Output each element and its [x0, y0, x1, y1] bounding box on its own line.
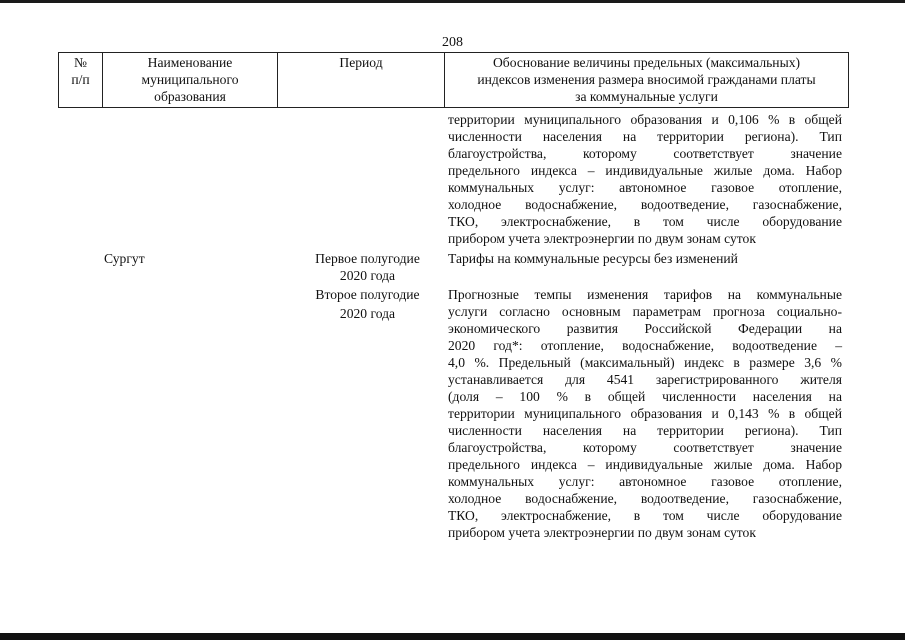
header-period-label: Период — [339, 55, 383, 70]
header-justification-line: за коммунальные услуги — [575, 89, 718, 104]
second-period-paragraph — [448, 286, 842, 541]
paragraph-line: предельного индекса – индивидуальные жилые дома. Набор — [448, 163, 842, 178]
header-number-cell — [59, 53, 102, 107]
bottom-border — [0, 633, 905, 640]
header-number-line: № — [74, 55, 87, 70]
first-period-line: 2020 года — [339, 268, 396, 283]
second-period-line: 2020 года — [339, 306, 396, 321]
paragraph-line: численности населения на территории региона). Тип — [448, 129, 842, 144]
first-period-line: Первое полугодие — [315, 251, 420, 266]
paragraph-line: благоустройства, которому соответствует значение — [448, 440, 842, 455]
municipality-name: Сургут — [104, 251, 145, 266]
header-municipality-line: муниципального — [141, 72, 239, 87]
paragraph-line: холодное водоснабжение, водоотведение, газоснабжение, — [448, 491, 842, 506]
top-border — [0, 0, 905, 3]
header-municipality-line: Наименование — [147, 55, 233, 70]
paragraph-line: прибором учета электроэнергии по двум зонам суток — [448, 231, 756, 246]
header-justification-line: индексов изменения размера вносимой гражданами платы — [477, 72, 816, 87]
paragraph-line: Прогнозные темпы изменения тарифов на коммунальные — [448, 287, 842, 302]
paragraph-line: 2020 год*: отопление, водоснабжение, водоотведение – — [448, 338, 842, 353]
header-justification-line: Обоснование величины предельных (максимальных) — [492, 55, 801, 70]
paragraph-line: коммунальных услуг: автономное газовое отопление, — [448, 474, 842, 489]
second-period — [285, 285, 450, 323]
paragraph-line: устанавливается для 4541 зарегистрированного жителя — [448, 372, 842, 387]
paragraph-line: территории муниципального образования и 0,106 % в общей — [448, 112, 842, 127]
paragraph-line: услуги согласно основным параметрам прогноза социально- — [448, 304, 842, 319]
first-period-text: Тарифы на коммунальные ресурсы без изменений — [448, 251, 738, 266]
paragraph-line: территории муниципального образования и 0,143 % в общей — [448, 406, 842, 421]
paragraph-line: численности населения на территории региона). Тип — [448, 423, 842, 438]
table-header — [58, 52, 849, 108]
paragraph-line: благоустройства, которому соответствует значение — [448, 146, 842, 161]
header-period-cell — [277, 53, 444, 107]
continuation-paragraph — [448, 111, 842, 247]
header-number-line: п/п — [71, 72, 90, 87]
paragraph-line: прибором учета электроэнергии по двум зонам суток — [448, 525, 756, 540]
paragraph-line: ТКО, электроснабжение, в том числе оборудование — [448, 508, 842, 523]
header-justification-cell — [444, 53, 848, 107]
paragraph-line: холодное водоснабжение, водоотведение, газоснабжение, — [448, 197, 842, 212]
header-municipality-cell — [102, 53, 277, 107]
paragraph-line: предельного индекса – индивидуальные жилые дома. Набор — [448, 457, 842, 472]
paragraph-line: (доля – 100 % в общей численности населения на — [448, 389, 842, 404]
paragraph-line: коммунальных услуг: автономное газовое отопление, — [448, 180, 842, 195]
first-period — [285, 250, 450, 284]
second-period-line: Второе полугодие — [315, 287, 420, 302]
paragraph-line: экономического развития Российской Федерации на — [448, 321, 842, 336]
header-municipality-line: образования — [154, 89, 226, 104]
paragraph-line: ТКО, электроснабжение, в том числе оборудование — [448, 214, 842, 229]
page-number: 208 — [442, 35, 463, 50]
paragraph-line: 4,0 %. Предельный (максимальный) индекс в размере 3,6 % — [448, 355, 842, 370]
